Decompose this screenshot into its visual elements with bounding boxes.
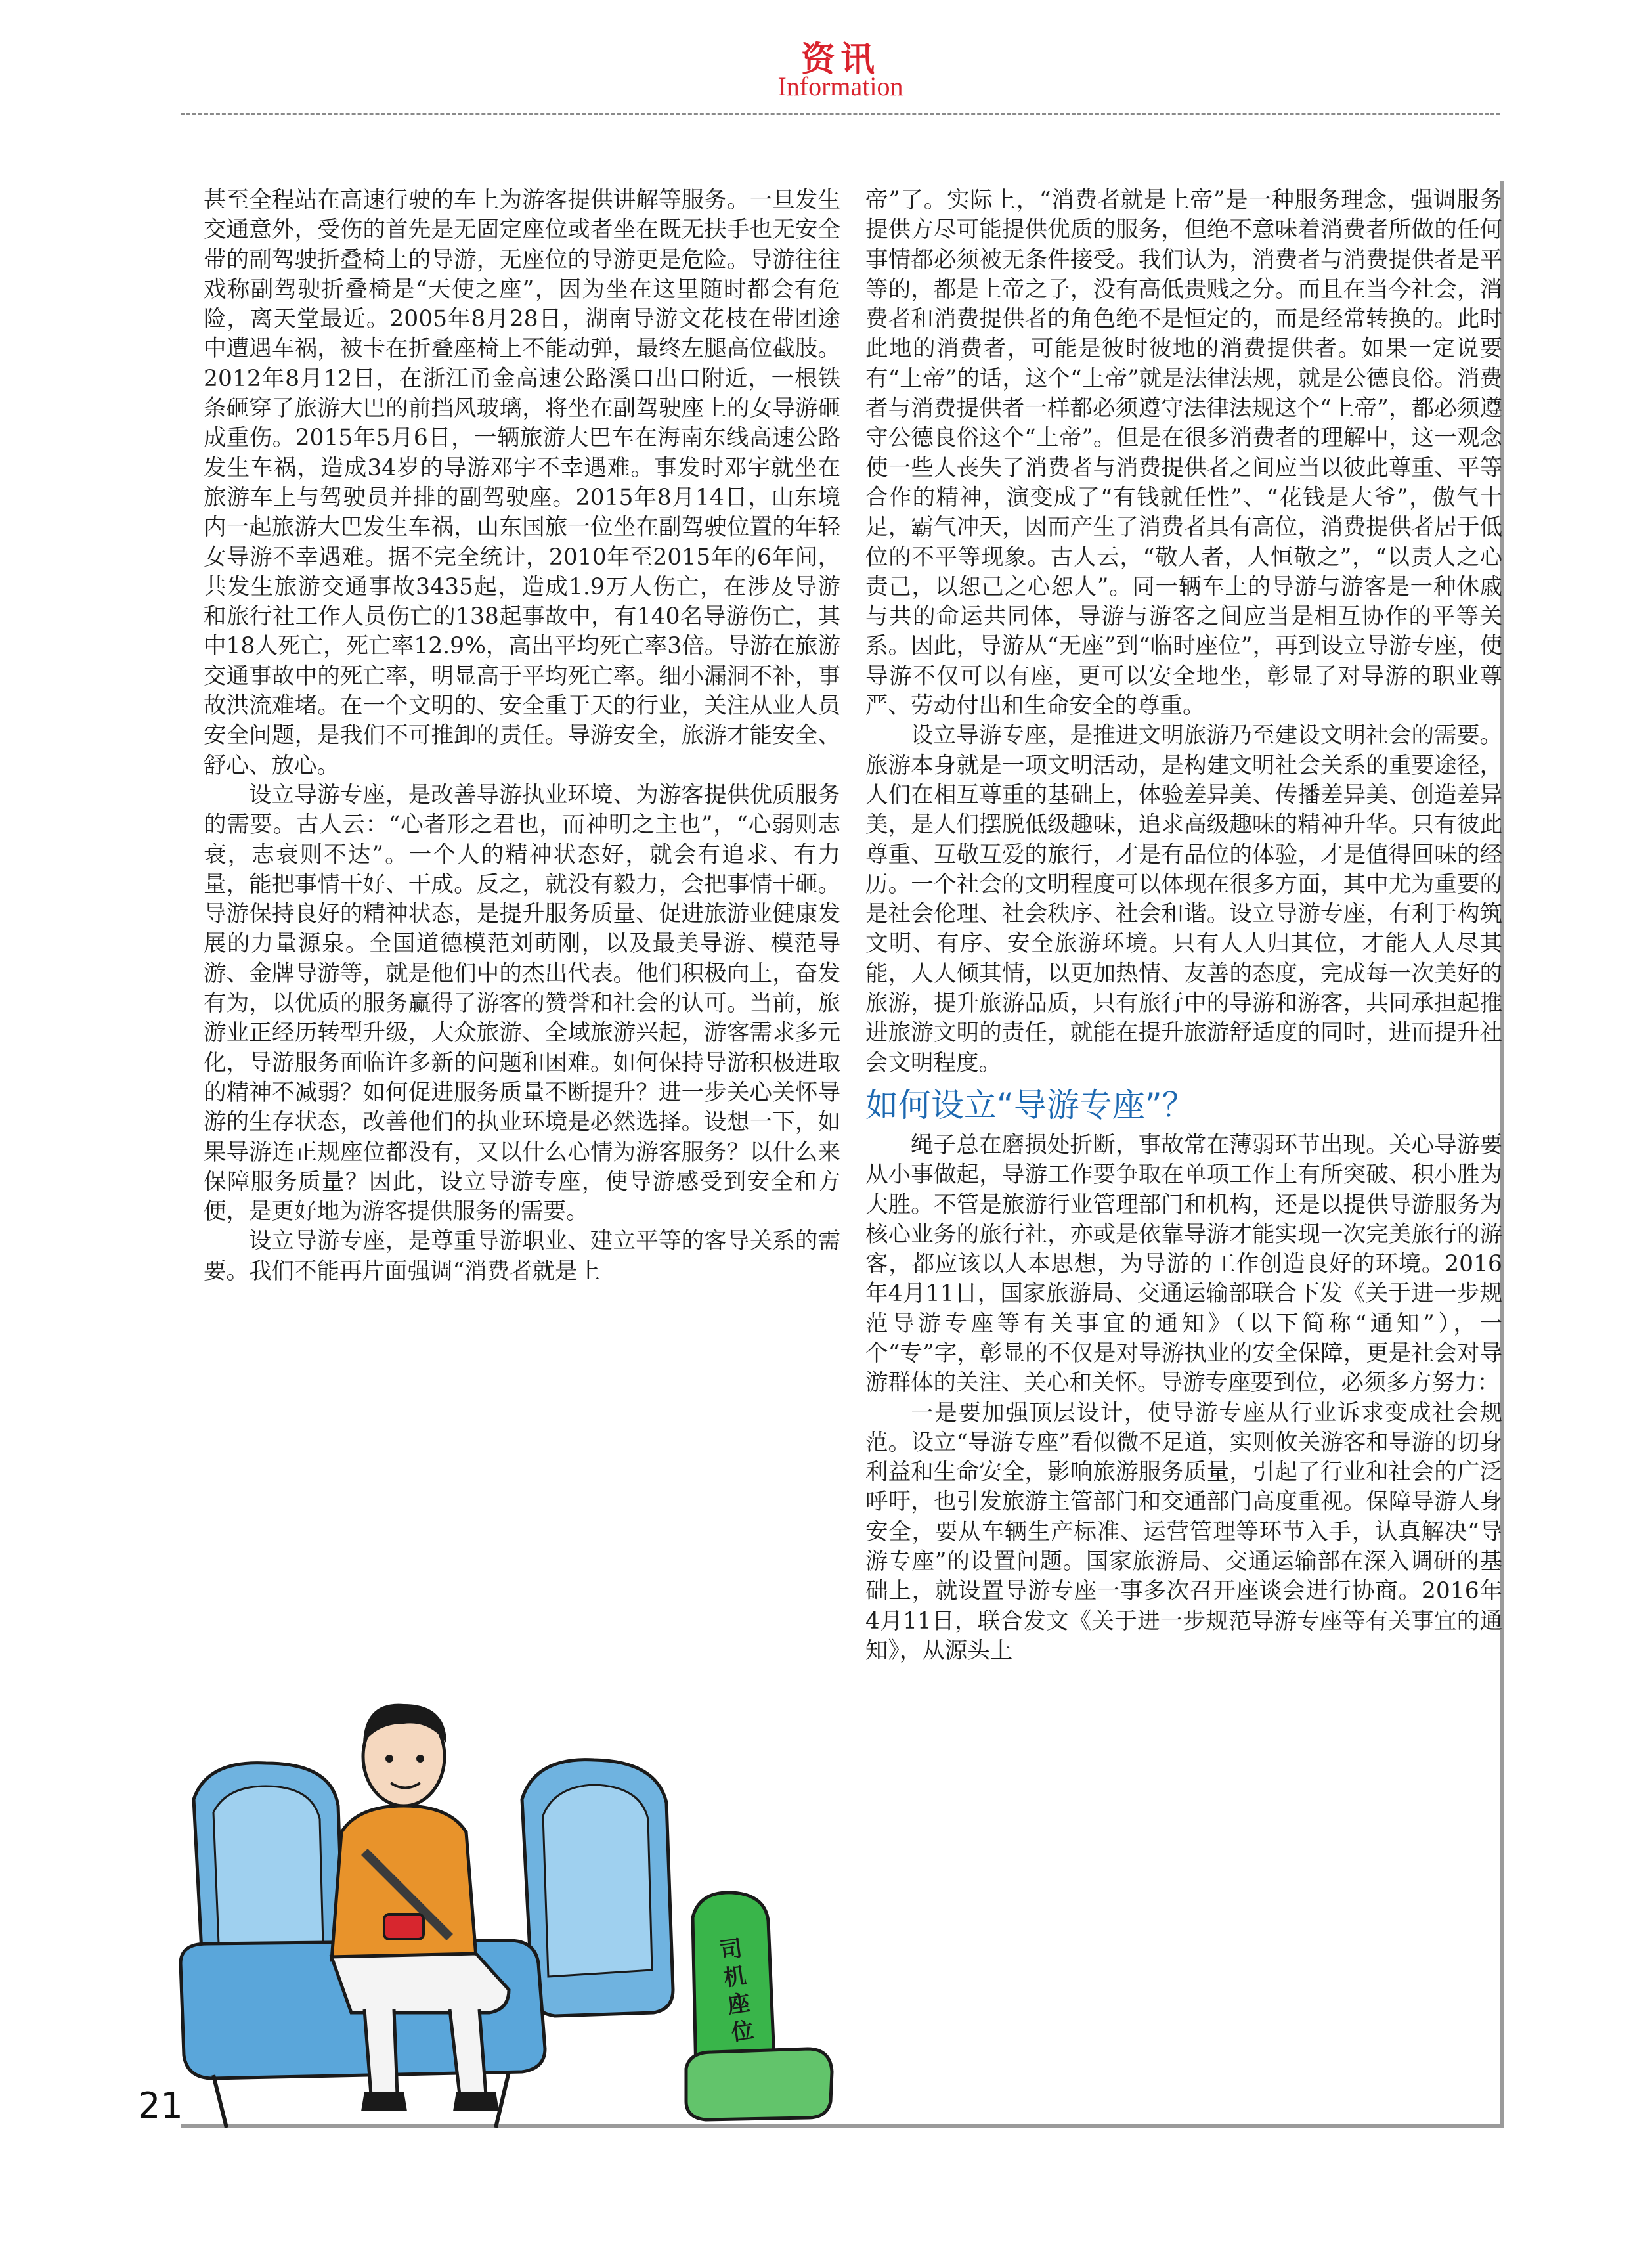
article-column-right [865, 186, 1502, 2103]
paragraph: 设立导游专座，是改善导游执业环境、为游客提供优质服务的需要。古人云：“心者形之君也，而神明之主也”，“心弱则志衰，志衰则不达”。一个人的精神状态好，就会有追求、有力量，能把事情干好、干成。反之，就没有毅力，会把事情干砸。导游保持良好的精神状态，是提升服务质量、促进旅游业健康发展的力量源泉。全国道德模范刘萌刚，以及最美导游、模范导游、金牌导游等，就是他们中的杰出代表。他们积极向上，奋发有为，以优质的服务赢得了游客的赞誉和社会的认可。当前，旅游业正经历转型升级，大众旅游、全域旅游兴起，游客需求多元化，导游服务面临许多新的问题和困难。如何保持导游积极进取的精神不减弱？如何促进服务质量不断提升？进一步关心关怀导游的生存状态，改善他们的执业环境是必然选择。设想一下，如果导游连正规座位都没有，又以什么心情为游客服务？以什么来保障服务质量？因此，设立导游专座，使导游感受到安全和方便，是更好地为游客提供服务的需要。 [204, 781, 840, 1225]
section-heading: 如何设立“导游专座”？ [865, 1085, 1195, 1124]
section-title-en: Information [777, 72, 903, 101]
paragraph: 帝”了。实际上，“消费者就是上帝”是一种服务理念，强调服务提供方尽可能提供优质的服务，但绝不意味着消费者所做的任何事情都必须被无条件接受。我们认为，消费者与消费提供者是平等的，都是上帝之子，没有高低贵贱之分。而且在当今社会，消费者和消费提供者的角色绝不是恒定的，而是经常转换的。此时此地的消费者，可能是彼时彼地的消费提供者。如果一定说要有“上帝”的话，这个“上帝”就是法律法规，就是公德良俗。消费者与消费提供者一样都必须遵守法律法规这个“上帝”，都必须遵守公德良俗这个“上帝”。但是在很多消费者的理解中，这一观念使一些人丧失了消费者与消费提供者之间应当以彼此尊重、平等合作的精神，演变成了“有钱就任性”、“花钱是大爷”，傲气十足，霸气冲天，因而产生了消费者具有高位，消费提供者居于低位的不平等现象。古人云，“敬人者，人恒敬之”，“以责人之心责己，以恕己之心恕人”。同一辆车上的导游与游客是一种休戚与共的命运共同体，导游与游客之间应当是相互协作的平等关系。因此，导游从“无座”到“临时座位”，再到设立导游专座，使导游不仅可以有座，更可以安全地坐，彰显了对导游的职业尊严、劳动付出和生命安全的尊重。 [865, 187, 1502, 720]
paragraph: 甚至全程站在高速行驶的车上为游客提供讲解等服务。一旦发生交通意外，受伤的首先是无固定座位或者坐在既无扶手也无安全带的副驾驶折叠椅上的导游，无座位的导游更是危险。导游往往戏称副驾驶折叠椅是“天使之座”，因为坐在这里随时都会有危险，离天堂最近。2005年8月28日，湖南导游文花枝在带团途中遭遇车祸，被卡在折叠座椅上不能动弹，最终左腿高位截肢。2012年8月12日，在浙江甬金高速公路溪口出口附近，一根铁条砸穿了旅游大巴的前挡风玻璃，将坐在副驾驶座上的女导游砸成重伤。2015年5月6日，一辆旅游大巴车在海南东线高速公路发生车祸，造成34岁的导游邓宇不幸遇难。事发时邓宇就坐在旅游车上与驾驶员并排的副驾驶座。2015年8月14日，山东境内一起旅游大巴发生车祸，山东国旅一位坐在副驾驶位置的年轻女导游不幸遇难。据不完全统计，2010年至2015年的6年间，共发生旅游交通事故3435起，造成1.9万人伤亡，在涉及导游和旅行社工作人员伤亡的138起事故中，有140名导游伤亡，其中18人死亡，死亡率12.9%，高出平均死亡率3倍。导游在旅游交通事故中的死亡率，明显高于平均死亡率。细小漏洞不补，事故洪流难堵。在一个文明的、安全重于天的行业，关注从业人员安全问题，是我们不可推卸的责任。导游安全，旅游才能安全、舒心、放心。 [204, 187, 840, 779]
driver-seat [686, 1893, 832, 2120]
bus-seats-drawing [167, 1681, 857, 2141]
header-divider [181, 113, 1500, 115]
tour-guide-seat-illustration [167, 1681, 857, 2141]
paragraph: 一是要加强顶层设计，使导游专座从行业诉求变成社会规范。设立“导游专座”看似微不足道，实则攸关游客和导游的切身利益和生命安全，影响旅游服务质量，引起了行业和社会的广泛呼吁，也引发旅游主管部门和交通部门高度重视。保障导游人身安全，要从车辆生产标准、运营管理等环节入手，认真解决“导游专座”的设置问题。国家旅游局、交通运输部在深入调研的基础上，就设置导游专座一事多次召开座谈会进行协商。2016年4月11日，联合发文《关于进一步规范导游专座等有关事宜的通知》，从源头上 [865, 1399, 1502, 1664]
driver-seat-label: 司机座位 [718, 1935, 756, 2047]
article-column-left [204, 186, 840, 1284]
paragraph: 绳子总在磨损处折断，事故常在薄弱环节出现。关心导游要从小事做起，导游工作要争取在单项工作上有所突破、积小胜为大胜。不管是旅游行业管理部门和机构，还是以提供导游服务为核心业务的旅行社，亦或是依靠导游才能实现一次完美旅行的游客，都应该以人本思想，为导游的工作创造良好的环境。2016年4月11日，国家旅游局、交通运输部联合下发《关于进一步规范导游专座等有关事宜的通知》（以下简称“通知”），一个“专”字，彰显的不仅是对导游执业的安全保障，更是社会对导游群体的关注、关心和关怀。导游专座要到位，必须多方努力： [865, 1131, 1502, 1397]
page-header [0, 0, 1652, 115]
paragraph: 设立导游专座，是尊重导游职业、建立平等的客导关系的需要。我们不能再片面强调“消费者就是上 [204, 1228, 840, 1284]
paragraph: 设立导游专座，是推进文明旅游乃至建设文明社会的需要。旅游本身就是一项文明活动，是构建文明社会关系的重要途径，人们在相互尊重的基础上，体验差异美、传播差异美、创造差异美，是人们摆脱低级趣味，追求高级趣味的精神升华。只有彼此尊重、互敬互爱的旅行，才是有品位的体验，才是值得回味的经历。一个社会的文明程度可以体现在很多方面，其中尤为重要的是社会伦理、社会秩序、社会和谐。设立导游专座，有利于构筑文明、有序、安全旅游环境。只有人人归其位，才能人人尽其能，人人倾其情，以更加热情、友善的态度，完成每一次美好的旅游，提升旅游品质，只有旅行中的导游和游客，共同承担起推进旅游文明的责任，就能在提升旅游舒适度的同时，进而提升社会文明程度。 [865, 722, 1502, 1076]
section-title-cn: 资讯 [800, 40, 880, 79]
bus-seat-back-right [522, 1760, 673, 2016]
page-number: 21 [138, 2085, 183, 2126]
